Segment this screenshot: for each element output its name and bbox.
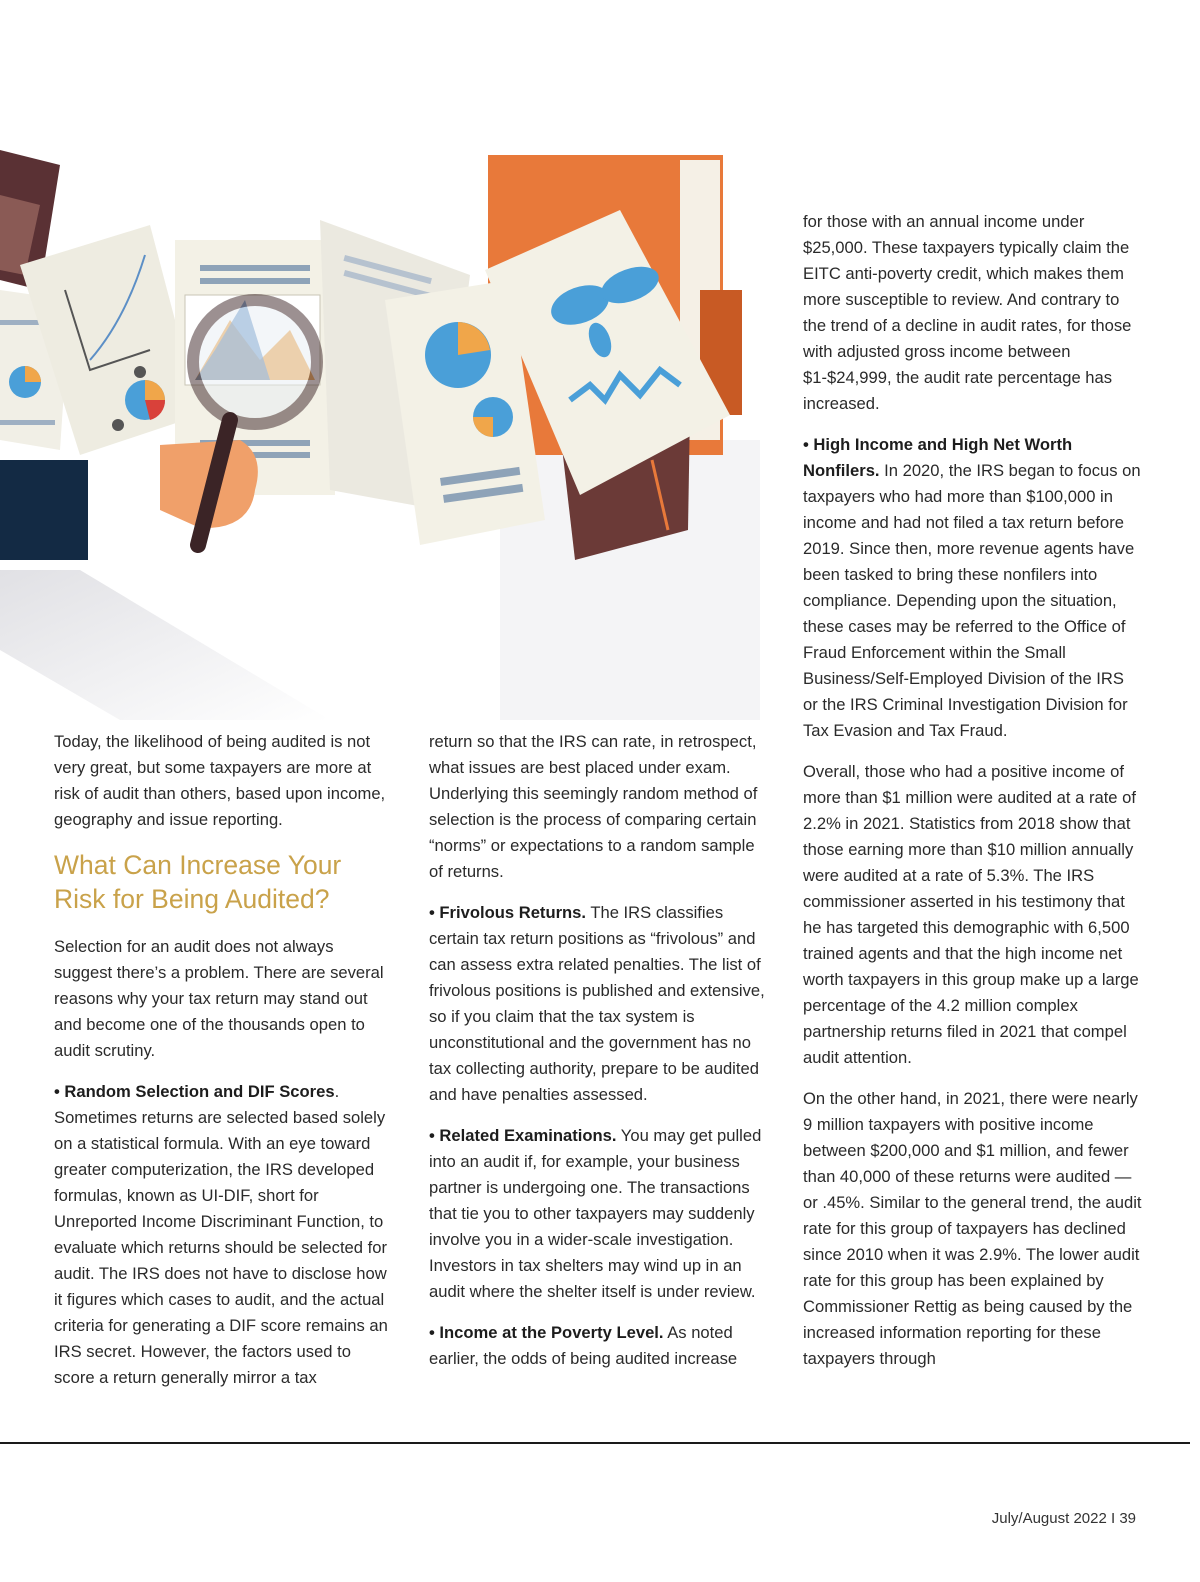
random-selection-text: . Sometimes returns are selected based solely on a statistical formula. With an eye toward greater computerization, the IRS developed formulas, known as UI-DIF, short for Unreported Income Discriminant Function, to evaluate which returns should be selected for audit. The IRS does not have to disclose how it figures which cases to audit, and the actual criteria for generating a DIF score remains an IRS secret. However, the factors used to score a return generally mirror a tax [54,1082,388,1387]
continued-paragraph-3: for those with an annual income under $25,000. These taxpayers typically claim the EITC anti-poverty credit, which makes them more susceptible to review. And contrary to the trend of a decline in audit rates, for those with adjusted gross income between $1-$24,999, the audit rate percentage has increased. [803,212,1132,413]
related-examinations-text: You may get pulled into an audit if, for example, your business partner is undergoing one. The transactions that tie you to other taxpayers may suddenly involve you in a wider-scale investigation. Investors in tax shelters may wind up in an audit where the shelter itself is under review. [429,1126,762,1301]
frivolous-returns-lead: • Frivolous Returns. [429,903,587,922]
high-income-paragraph [803,432,1143,744]
high-income-lead: • High Income and High Net Worth Nonfilers. [803,435,1073,480]
sleeve-icon [0,460,88,560]
selection-paragraph: Selection for an audit does not always suggest there’s a problem. There are several reasons why your tax return may stand out and become one of the thousands open to audit scrutiny. [54,937,384,1060]
continued-paragraph: return so that the IRS can rate, in retrospect, what issues are best placed under exam. Underlying this seemingly random method of selection is the process of comparing certain “norms” or expectations to a random sample of returns. [429,732,758,881]
page-folio: July/August 2022 I 39 [991,1510,1136,1527]
frivolous-returns-text: The IRS classifies certain tax return positions as “frivolous” and can assess extra related penalties. The list of frivolous positions is published and extensive, so if you claim that the tax system is unconstitutional and the government has no tax collecting authority, prepare to be audited and have penalties assessed. [429,903,765,1104]
random-selection-lead: • Random Selection and DIF Scores [54,1082,335,1101]
other-hand-paragraph: On the other hand, in 2021, there were nearly 9 million taxpayers with positive income between $200,000 and $1 million, and fewer than 40,000 of these returns were audited — or .45%. Similar to the general trend, the audit rate for this group of taxpayers has declined since 2010 when it was 2.9%. The lower audit rate for this group has been explained by Commissioner Rettig as being caused by the increased information reporting for these taxpayers through [803,1089,1142,1368]
column-2 [429,729,769,1387]
footer-rule [0,1442,1190,1444]
poverty-level-paragraph [429,1320,769,1372]
intro-paragraph: Today, the likelihood of being audited is not very great, but some taxpayers are more at risk of audit than others, based upon income, geography and issue reporting. [54,732,386,829]
column-1 [54,729,394,1406]
overall-paragraph: Overall, those who had a positive income of more than $1 million were audited at a rate of 2.2% in 2021. Statistics from 2018 show that those earning more than $10 million annually were audited at a rate of 5.3%. The IRS commissioner asserted in his testimony that he has targeted this demographic with 6,500 trained agents and that the high income net worth taxpayers in this group make up a large percentage of the 4.2 million complex partnership returns filed in 2021 that compel audit attention. [803,762,1139,1067]
audit-documents-magnifier-illustration [0,0,770,730]
column-3 [803,209,1143,1387]
poverty-level-lead: • Income at the Poverty Level. [429,1323,664,1342]
related-examinations-paragraph [429,1123,769,1305]
frivolous-returns-paragraph [429,900,769,1108]
random-selection-paragraph [54,1079,394,1391]
high-income-text: In 2020, the IRS began to focus on taxpayers who had more than $100,000 in income and had not filed a tax return before 2019. Since then, more revenue agents have been tasked to bring these nonfilers into compliance. Depending upon the situation, these cases may be referred to the Office of Fraud Enforcement within the Small Business/Self-Employed Division of the IRS or the IRS Criminal Investigation Division for Tax Evasion and Tax Fraud. [803,461,1141,740]
section-heading: What Can Increase Your Risk for Being Audited? [54,850,342,914]
related-examinations-lead: • Related Examinations. [429,1126,617,1145]
poverty-level-text: As noted earlier, the odds of being audited increase [429,1323,738,1368]
